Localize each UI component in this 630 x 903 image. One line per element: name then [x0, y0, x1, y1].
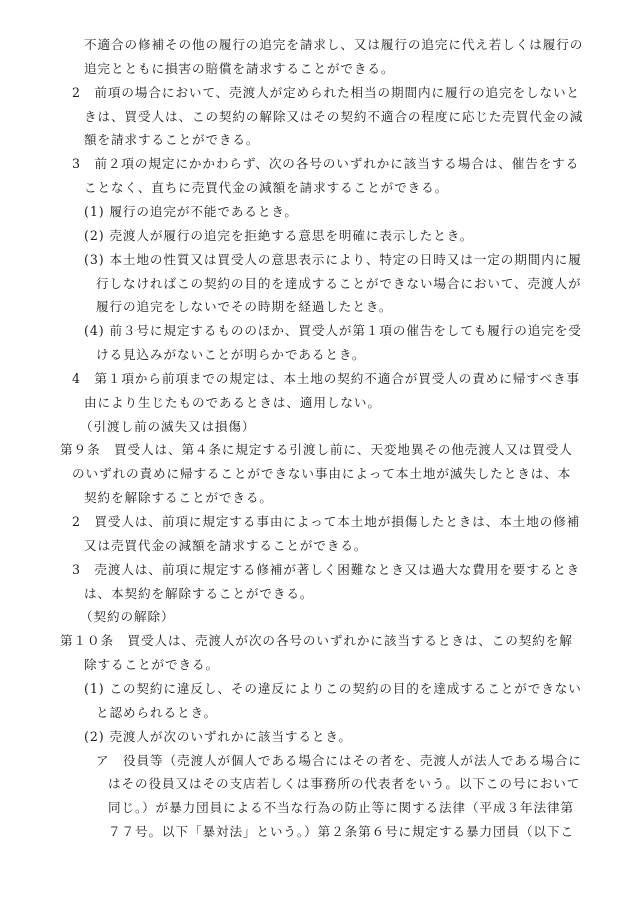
item-4: (4) 前３号に規定するもののほか、買受人が第１項の催告をしても履行の追完を受	[84, 323, 582, 339]
clause-3-line: 3 前２項の規定にかかわらず、次の各号のいずれかに該当する場合は、催告をする	[72, 156, 580, 172]
clause-3-continuation: ことなく、直ちに売買代金の減額を請求することができる。	[84, 180, 449, 196]
article-10-item-1: (1) この契約に違反し、その違反によりこの契約の目的を達成することができない	[84, 680, 582, 696]
item-1: (1) 履行の追完が不能であるとき。	[84, 203, 298, 219]
item-3-continuation: 履行の追完をしないでその時期を経過したとき。	[96, 299, 393, 315]
paragraph-line: 不適合の修補その他の履行の追完を請求し、又は履行の追完に代え若しくは履行の	[84, 37, 584, 52]
clause-2-continuation: きは、買受人は、この契約の解除又はその契約不適合の程度に応じた売買代金の減	[84, 108, 584, 124]
article-10-caption: （契約の解除）	[80, 609, 175, 625]
article-9-heading: 第９条 買受人は、第４条に規定する引渡し前に、天変地異その他売渡人又は買受人	[60, 442, 573, 458]
item-3: (3) 本土地の性質又は買受人の意思表示により、特定の日時又は一定の期間内に履	[84, 251, 582, 267]
article-9-clause-3: 3 売渡人は、前項に規定する修補が著しく困難なとき又は過大な費用を要するとき	[72, 561, 581, 577]
article-10-continuation: 除することができる。	[84, 657, 219, 673]
article-10-item-1-continuation: と認められるとき。	[96, 704, 217, 720]
item-4-continuation: ける見込みがないことが明らかであるとき。	[96, 347, 366, 363]
clause-4-line: 4 第１項から前項までの規定は、本土地の契約不適合が買受人の責めに帰すべき事	[72, 370, 580, 386]
clause-4-continuation: 由により生じたものであるときは、適用しない。	[84, 394, 381, 410]
article-9-clause-2: 2 買受人は、前項に規定する事由によって本土地が損傷したときは、本土地の修補	[72, 514, 581, 529]
clause-2-line: 2 前項の場合において、売渡人が定められた相当の期間内に履行の追完をしないと	[72, 84, 580, 100]
item-3-continuation: 行しなければこの契約の目的を達成することができない場合において、売渡人が	[96, 275, 582, 291]
paragraph-line: 追完とともに損害の賠償を請求することができる。	[84, 60, 395, 76]
article-9-continuation: のいずれの責めに帰することができない事由によって本土地が滅失したときは、本	[72, 466, 572, 482]
article-9-clause-2-continuation: 又は売買代金の減額を請求することができる。	[84, 537, 368, 553]
item-2: (2) 売渡人が履行の追完を拒絶する意思を明確に表示したとき。	[84, 227, 474, 243]
article-10-item-2: (2) 売渡人が次のいずれかに該当するとき。	[84, 728, 352, 744]
clause-2-continuation: 額を請求することができる。	[84, 132, 260, 148]
article-9-continuation: 契約を解除することができる。	[84, 490, 273, 506]
subitem-a: ア 役員等（売渡人が個人である場合にはその者を、売渡人が法人である場合に	[96, 752, 582, 768]
article-10-heading: 第１０条 買受人は、売渡人が次の各号のいずれかに該当するときは、この契約を解	[60, 633, 573, 649]
subitem-a-continuation: 同じ。）が暴力団員による不当な行為の防止等に関する法律（平成３年法律第	[108, 800, 574, 816]
article-9-caption: （引渡し前の滅失又は損傷）	[80, 418, 256, 434]
subitem-a-continuation: はその役員又はその支店若しくは事務所の代表者をいう。以下この号において	[108, 776, 581, 792]
article-9-clause-3-continuation: は、本契約を解除することができる。	[84, 585, 314, 601]
subitem-a-continuation: ７７号。以下「暴対法」という。）第２条第６号に規定する暴力団員（以下こ	[108, 824, 574, 840]
